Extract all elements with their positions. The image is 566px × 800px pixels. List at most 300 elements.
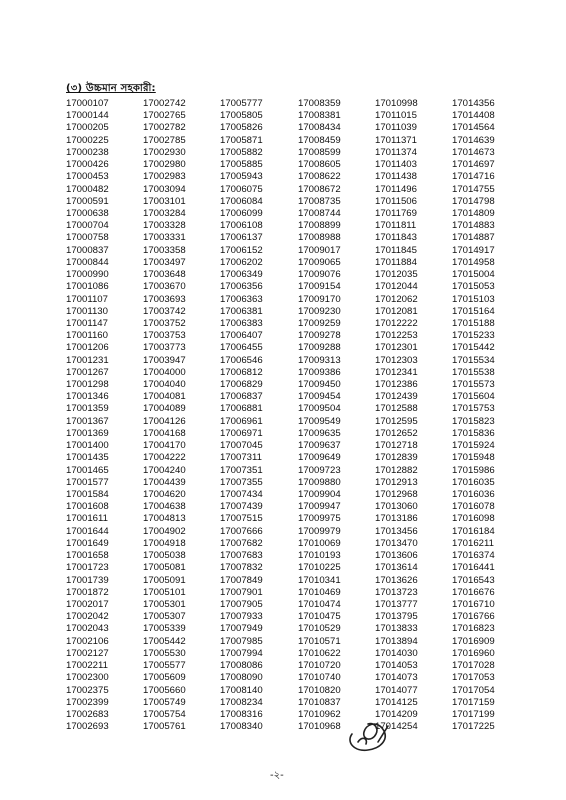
roll-column-6 — [452, 98, 495, 733]
roll-number-cell: 17006829 — [220, 379, 263, 391]
roll-number-cell: 17013186 — [375, 513, 418, 525]
roll-number-cell: 17014887 — [452, 232, 495, 244]
roll-number-cell: 17013456 — [375, 525, 418, 537]
roll-number-cell: 17014408 — [452, 110, 495, 122]
roll-number-cell: 17005442 — [143, 635, 186, 647]
roll-number-cell: 17011884 — [375, 256, 417, 268]
roll-number-cell: 17015924 — [452, 440, 495, 452]
roll-number-cell: 17014697 — [452, 159, 495, 171]
roll-number-cell: 17016543 — [452, 574, 495, 586]
roll-number-cell: 17016823 — [452, 623, 495, 635]
roll-number-cell: 17010962 — [298, 708, 341, 720]
roll-number-cell: 17001611 — [66, 513, 108, 525]
roll-number-cell: 17003497 — [143, 256, 186, 268]
roll-number-cell: 17000837 — [66, 244, 109, 256]
roll-number-cell: 17008735 — [298, 195, 341, 207]
roll-number-cell: 17006381 — [220, 305, 263, 317]
roll-number-cell: 17012588 — [375, 403, 418, 415]
roll-number-cell: 17010069 — [298, 537, 341, 549]
roll-number-cell: 17001086 — [66, 281, 109, 293]
roll-number-cell: 17004222 — [143, 452, 186, 464]
roll-number-cell: 17009313 — [298, 354, 341, 366]
roll-number-cell: 17009154 — [298, 281, 341, 293]
roll-number-cell: 17013833 — [375, 623, 418, 635]
roll-number-cell: 17000225 — [66, 134, 109, 146]
roll-number-cell: 17013060 — [375, 501, 418, 513]
roll-number-cell: 17009635 — [298, 427, 341, 439]
roll-number-cell: 17011811 — [375, 220, 417, 232]
roll-number-cell: 17003753 — [143, 330, 186, 342]
roll-number-cell: 17001231 — [66, 354, 109, 366]
roll-number-cell: 17016098 — [452, 513, 495, 525]
roll-number-cell: 17003742 — [143, 305, 186, 317]
roll-number-cell: 17011496 — [375, 183, 417, 195]
roll-number-cell: 17014755 — [452, 183, 495, 195]
roll-number-cell: 17010820 — [298, 684, 341, 696]
roll-number-cell: 17003328 — [143, 220, 186, 232]
signature-mark — [338, 712, 398, 757]
page-number: -২- — [270, 770, 284, 781]
roll-number-cell: 17007901 — [220, 586, 263, 598]
roll-column-5 — [375, 98, 418, 733]
roll-column-4 — [298, 98, 341, 733]
roll-number-cell: 17003648 — [143, 269, 186, 281]
roll-number-cell: 17006137 — [220, 232, 263, 244]
roll-number-cell: 17009649 — [298, 452, 341, 464]
roll-number-cell: 17004902 — [143, 525, 186, 537]
roll-number-cell: 17006084 — [220, 195, 263, 207]
roll-number-cell: 17003094 — [143, 183, 186, 195]
roll-number-cell: 17005101 — [143, 586, 186, 598]
roll-column-2 — [143, 98, 186, 733]
roll-number-cell: 17006961 — [220, 415, 263, 427]
roll-number-cell: 17012303 — [375, 354, 418, 366]
roll-number-cell: 17014254 — [375, 721, 418, 733]
roll-number-cell: 17002211 — [66, 660, 108, 672]
roll-number-cell: 17004168 — [143, 427, 186, 439]
roll-number-cell: 17001465 — [66, 464, 109, 476]
roll-number-cell: 17005871 — [220, 134, 263, 146]
roll-number-cell: 17008622 — [298, 171, 341, 183]
roll-number-cell: 17011845 — [375, 244, 417, 256]
roll-number-cell: 17014798 — [452, 195, 495, 207]
roll-number-cell: 17014356 — [452, 98, 495, 109]
roll-number-cell: 17012718 — [375, 440, 418, 452]
roll-number-cell: 17009450 — [298, 379, 341, 391]
roll-number-cell: 17000591 — [66, 195, 109, 207]
roll-number-cell: 17003752 — [143, 317, 186, 329]
roll-number-cell: 17016374 — [452, 550, 495, 562]
roll-number-cell: 17002742 — [143, 98, 186, 109]
roll-number-cell: 17004000 — [143, 366, 186, 378]
roll-number-cell: 17004081 — [143, 391, 186, 403]
roll-number-cell: 17010740 — [298, 672, 341, 684]
roll-number-cell: 17008744 — [298, 207, 341, 219]
roll-number-cell: 17004170 — [143, 440, 186, 452]
roll-number-cell: 17014053 — [375, 660, 418, 672]
roll-number-cell: 17009637 — [298, 440, 341, 452]
roll-number-cell: 17010193 — [298, 550, 341, 562]
roll-number-cell: 17004089 — [143, 403, 186, 415]
roll-number-cell: 17004918 — [143, 537, 186, 549]
roll-number-cell: 17000205 — [66, 122, 109, 134]
roll-number-cell: 17011403 — [375, 159, 417, 171]
roll-number-cell: 17009975 — [298, 513, 341, 525]
roll-number-cell: 17005777 — [220, 98, 263, 109]
roll-number-cell: 17012253 — [375, 330, 418, 342]
roll-number-cell: 17002043 — [66, 623, 109, 635]
roll-number-cell: 17006812 — [220, 366, 263, 378]
roll-number-cell: 17006881 — [220, 403, 263, 415]
roll-number-cell: 17014958 — [452, 256, 495, 268]
roll-number-cell: 17004126 — [143, 415, 186, 427]
roll-number-cell: 17014030 — [375, 647, 418, 659]
roll-number-cell: 17014077 — [375, 684, 418, 696]
roll-number-cell: 17012081 — [375, 305, 418, 317]
roll-number-cell: 17002693 — [66, 721, 109, 733]
roll-number-cell: 17015986 — [452, 464, 495, 476]
roll-number-cell: 17001723 — [66, 562, 109, 574]
roll-number-cell: 17004040 — [143, 379, 186, 391]
roll-number-cell: 17008988 — [298, 232, 341, 244]
roll-number-cell: 17010474 — [298, 598, 341, 610]
roll-number-cell: 17015534 — [452, 354, 495, 366]
roll-number-cell: 17008381 — [298, 110, 341, 122]
roll-number-cell: 17014883 — [452, 220, 495, 232]
roll-number-cell: 17003331 — [143, 232, 186, 244]
roll-number-cell: 17004240 — [143, 464, 186, 476]
roll-number-cell: 17014125 — [375, 696, 418, 708]
roll-number-cell: 17012968 — [375, 489, 418, 500]
roll-number-cell: 17015164 — [452, 305, 495, 317]
roll-number-cell: 17000426 — [66, 159, 109, 171]
roll-number-cell: 17016035 — [452, 476, 495, 488]
roll-number-cell: 17009076 — [298, 269, 341, 281]
roll-number-cell: 17013723 — [375, 586, 418, 598]
roll-number-cell: 17005609 — [143, 672, 186, 684]
roll-number-cell: 17006971 — [220, 427, 263, 439]
roll-number-cell: 17014209 — [375, 708, 418, 720]
roll-number-cell: 17014639 — [452, 134, 495, 146]
roll-number-cell: 17011438 — [375, 171, 417, 183]
roll-number-cell: 17008599 — [298, 146, 341, 158]
roll-number-cell: 17015233 — [452, 330, 495, 342]
roll-number-cell: 17017159 — [452, 696, 495, 708]
roll-number-cell: 17007515 — [220, 513, 263, 525]
roll-number-cell: 17007683 — [220, 550, 263, 562]
roll-number-cell: 17011015 — [375, 110, 417, 122]
roll-number-cell: 17005038 — [143, 550, 186, 562]
roll-number-cell: 17010475 — [298, 611, 341, 623]
roll-number-cell: 17003284 — [143, 207, 186, 219]
roll-number-cell: 17002983 — [143, 171, 186, 183]
roll-number-cell: 17009904 — [298, 489, 341, 500]
roll-number-cell: 17005885 — [220, 159, 263, 171]
roll-number-cell: 17011769 — [375, 207, 417, 219]
roll-number-cell: 17008359 — [298, 98, 341, 109]
roll-number-cell: 17014564 — [452, 122, 495, 134]
roll-number-cell: 17002765 — [143, 110, 186, 122]
roll-number-cell: 17003773 — [143, 342, 186, 354]
roll-number-cell: 17017199 — [452, 708, 495, 720]
roll-number-cell: 17012222 — [375, 317, 418, 329]
roll-number-cell: 17006202 — [220, 256, 263, 268]
roll-number-cell: 17005091 — [143, 574, 186, 586]
roll-number-cell: 17001359 — [66, 403, 109, 415]
roll-number-cell: 17002785 — [143, 134, 186, 146]
roll-number-cell: 17001107 — [66, 293, 108, 305]
roll-number-cell: 17000144 — [66, 110, 109, 122]
roll-number-cell: 17006108 — [220, 220, 263, 232]
roll-number-cell: 17008434 — [298, 122, 341, 134]
roll-number-cell: 17006099 — [220, 207, 263, 219]
roll-number-cell: 17005660 — [143, 684, 186, 696]
roll-number-cell: 17003358 — [143, 244, 186, 256]
roll-number-cell: 17009065 — [298, 256, 341, 268]
roll-number-cell: 17008234 — [220, 696, 263, 708]
roll-number-cell: 17001435 — [66, 452, 109, 464]
roll-number-cell: 17014809 — [452, 207, 495, 219]
roll-number-cell: 17012301 — [375, 342, 418, 354]
roll-number-cell: 17001147 — [66, 317, 108, 329]
roll-number-cell: 17005339 — [143, 623, 186, 635]
roll-number-cell: 17013606 — [375, 550, 418, 562]
roll-number-cell: 17008086 — [220, 660, 263, 672]
roll-number-cell: 17010622 — [298, 647, 341, 659]
roll-number-cell: 17010469 — [298, 586, 341, 598]
roll-number-cell: 17012035 — [375, 269, 418, 281]
roll-number-cell: 17013894 — [375, 635, 418, 647]
roll-number-cell: 17007849 — [220, 574, 263, 586]
roll-number-cell: 17007439 — [220, 501, 263, 513]
roll-number-cell: 17017053 — [452, 672, 495, 684]
roll-number-cell: 17001608 — [66, 501, 109, 513]
roll-number-cell: 17002980 — [143, 159, 186, 171]
roll-number-cell: 17005882 — [220, 146, 263, 158]
roll-number-cell: 17013614 — [375, 562, 418, 574]
roll-number-cell: 17001346 — [66, 391, 109, 403]
roll-number-cell: 17009017 — [298, 244, 341, 256]
roll-number-cell: 17013470 — [375, 537, 418, 549]
roll-number-cell: 17015442 — [452, 342, 495, 354]
roll-number-cell: 17007666 — [220, 525, 263, 537]
roll-number-cell: 17005081 — [143, 562, 186, 574]
roll-number-cell: 17002399 — [66, 696, 109, 708]
roll-number-cell: 17006546 — [220, 354, 263, 366]
roll-number-cell: 17004439 — [143, 476, 186, 488]
roll-number-cell: 17009386 — [298, 366, 341, 378]
roll-number-cell: 17001577 — [66, 476, 109, 488]
roll-number-cell: 17007682 — [220, 537, 263, 549]
roll-number-cell: 17003693 — [143, 293, 186, 305]
roll-number-cell: 17014716 — [452, 171, 495, 183]
roll-number-cell: 17001584 — [66, 489, 109, 500]
roll-number-cell: 17003101 — [143, 195, 186, 207]
roll-number-cell: 17012595 — [375, 415, 418, 427]
roll-number-cell: 17005826 — [220, 122, 263, 134]
roll-number-cell: 17006837 — [220, 391, 263, 403]
roll-number-cell: 17006383 — [220, 317, 263, 329]
roll-number-cell: 17007045 — [220, 440, 263, 452]
roll-number-cell: 17011374 — [375, 146, 417, 158]
roll-number-cell: 17008672 — [298, 183, 341, 195]
roll-number-cell: 17001658 — [66, 550, 109, 562]
roll-number-cell: 17012882 — [375, 464, 418, 476]
roll-number-cell: 17009259 — [298, 317, 341, 329]
roll-number-cell: 17002042 — [66, 611, 109, 623]
roll-number-cell: 17006455 — [220, 342, 263, 354]
roll-number-cell: 17009278 — [298, 330, 341, 342]
roll-number-cell: 17009880 — [298, 476, 341, 488]
roll-number-cell: 17017054 — [452, 684, 495, 696]
roll-number-cell: 17012044 — [375, 281, 418, 293]
roll-number-cell: 17012839 — [375, 452, 418, 464]
roll-number-cell: 17005301 — [143, 598, 186, 610]
roll-number-cell: 17004620 — [143, 489, 186, 500]
roll-number-cell: 17013777 — [375, 598, 418, 610]
roll-number-cell: 17009170 — [298, 293, 341, 305]
roll-number-cell: 17001649 — [66, 537, 109, 549]
roll-number-cell: 17009947 — [298, 501, 341, 513]
roll-number-cell: 17016036 — [452, 489, 495, 500]
roll-number-cell: 17007434 — [220, 489, 263, 500]
roll-number-cell: 17016960 — [452, 647, 495, 659]
roll-number-cell: 17008090 — [220, 672, 263, 684]
roll-number-cell: 17002782 — [143, 122, 186, 134]
roll-number-cell: 17002683 — [66, 708, 109, 720]
roll-number-cell: 17003947 — [143, 354, 186, 366]
roll-number-cell: 17000758 — [66, 232, 109, 244]
roll-number-cell: 17013795 — [375, 611, 418, 623]
roll-number-cell: 17002930 — [143, 146, 186, 158]
roll-number-cell: 17001369 — [66, 427, 109, 439]
roll-number-cell: 17016441 — [452, 562, 495, 574]
roll-number-cell: 17010998 — [375, 98, 418, 109]
roll-number-cell: 17000638 — [66, 207, 109, 219]
roll-number-cell: 17001130 — [66, 305, 108, 317]
roll-number-cell: 17004638 — [143, 501, 186, 513]
roll-number-cell: 17010225 — [298, 562, 341, 574]
roll-number-cell: 17007355 — [220, 476, 263, 488]
roll-number-cell: 17016909 — [452, 635, 495, 647]
roll-number-cell: 17000482 — [66, 183, 109, 195]
roll-number-cell: 17000238 — [66, 146, 109, 158]
roll-number-cell: 17006356 — [220, 281, 263, 293]
roll-number-cell: 17011039 — [375, 122, 417, 134]
roll-number-cell: 17005805 — [220, 110, 263, 122]
roll-number-cell: 17017225 — [452, 721, 495, 733]
roll-number-grid — [66, 98, 506, 733]
roll-number-cell: 17017028 — [452, 660, 495, 672]
roll-number-cell: 17016766 — [452, 611, 495, 623]
roll-number-cell: 17005530 — [143, 647, 186, 659]
roll-number-cell: 17006152 — [220, 244, 263, 256]
roll-number-cell: 17015103 — [452, 293, 495, 305]
roll-number-cell: 17001206 — [66, 342, 109, 354]
roll-number-cell: 17009723 — [298, 464, 341, 476]
roll-number-cell: 17002106 — [66, 635, 109, 647]
roll-number-cell: 17006075 — [220, 183, 263, 195]
roll-number-cell: 17015538 — [452, 366, 495, 378]
roll-number-cell: 17008459 — [298, 134, 341, 146]
roll-number-cell: 17012439 — [375, 391, 418, 403]
roll-number-cell: 17010837 — [298, 696, 341, 708]
roll-number-cell: 17005943 — [220, 171, 263, 183]
roll-number-cell: 17008899 — [298, 220, 341, 232]
roll-number-cell: 17002300 — [66, 672, 109, 684]
roll-number-cell: 17015753 — [452, 403, 495, 415]
roll-number-cell: 17005307 — [143, 611, 186, 623]
roll-number-cell: 17015053 — [452, 281, 495, 293]
roll-number-cell: 17001367 — [66, 415, 109, 427]
roll-number-cell: 17006363 — [220, 293, 263, 305]
roll-number-cell: 17015573 — [452, 379, 495, 391]
roll-number-cell: 17001739 — [66, 574, 109, 586]
roll-number-cell: 17003670 — [143, 281, 186, 293]
roll-number-cell: 17007949 — [220, 623, 263, 635]
roll-number-cell: 17004813 — [143, 513, 186, 525]
roll-number-cell: 17010341 — [298, 574, 341, 586]
roll-number-cell: 17016078 — [452, 501, 495, 513]
roll-number-cell: 17008340 — [220, 721, 263, 733]
roll-number-cell: 17012341 — [375, 366, 418, 378]
roll-number-cell: 17000107 — [66, 98, 109, 109]
roll-number-cell: 17007311 — [220, 452, 262, 464]
roll-number-cell: 17007985 — [220, 635, 263, 647]
section-heading: (৩) উচ্চমান সহকারী: — [66, 83, 156, 94]
roll-number-cell: 17009288 — [298, 342, 341, 354]
roll-number-cell: 17002017 — [66, 598, 109, 610]
roll-number-cell: 17005761 — [143, 721, 186, 733]
roll-number-cell: 17008605 — [298, 159, 341, 171]
roll-number-cell: 17009979 — [298, 525, 341, 537]
roll-number-cell: 17002375 — [66, 684, 109, 696]
roll-number-cell: 17000844 — [66, 256, 109, 268]
roll-number-cell: 17006407 — [220, 330, 263, 342]
roll-number-cell: 17005754 — [143, 708, 186, 720]
roll-number-cell: 17000990 — [66, 269, 109, 281]
roll-number-cell: 17012062 — [375, 293, 418, 305]
roll-number-cell: 17002127 — [66, 647, 109, 659]
roll-number-cell: 17015948 — [452, 452, 495, 464]
roll-number-cell: 17006349 — [220, 269, 263, 281]
roll-number-cell: 17001267 — [66, 366, 109, 378]
roll-number-cell: 17016676 — [452, 586, 495, 598]
roll-number-cell: 17001644 — [66, 525, 109, 537]
roll-number-cell: 17012652 — [375, 427, 418, 439]
roll-number-cell: 17014673 — [452, 146, 495, 158]
roll-column-3 — [220, 98, 263, 733]
roll-number-cell: 17015836 — [452, 427, 495, 439]
roll-number-cell: 17010968 — [298, 721, 341, 733]
roll-number-cell: 17013626 — [375, 574, 418, 586]
roll-number-cell: 17015604 — [452, 391, 495, 403]
roll-number-cell: 17007351 — [220, 464, 263, 476]
roll-number-cell: 17011506 — [375, 195, 417, 207]
roll-number-cell: 17014073 — [375, 672, 418, 684]
roll-number-cell: 17015188 — [452, 317, 495, 329]
roll-number-cell: 17007832 — [220, 562, 263, 574]
roll-number-cell: 17009454 — [298, 391, 341, 403]
roll-number-cell: 17010720 — [298, 660, 341, 672]
roll-number-cell: 17011371 — [375, 134, 417, 146]
roll-number-cell: 17007905 — [220, 598, 263, 610]
roll-number-cell: 17010529 — [298, 623, 341, 635]
roll-number-cell: 17008140 — [220, 684, 263, 696]
roll-number-cell: 17015823 — [452, 415, 495, 427]
roll-number-cell: 17001400 — [66, 440, 109, 452]
roll-number-cell: 17011843 — [375, 232, 417, 244]
